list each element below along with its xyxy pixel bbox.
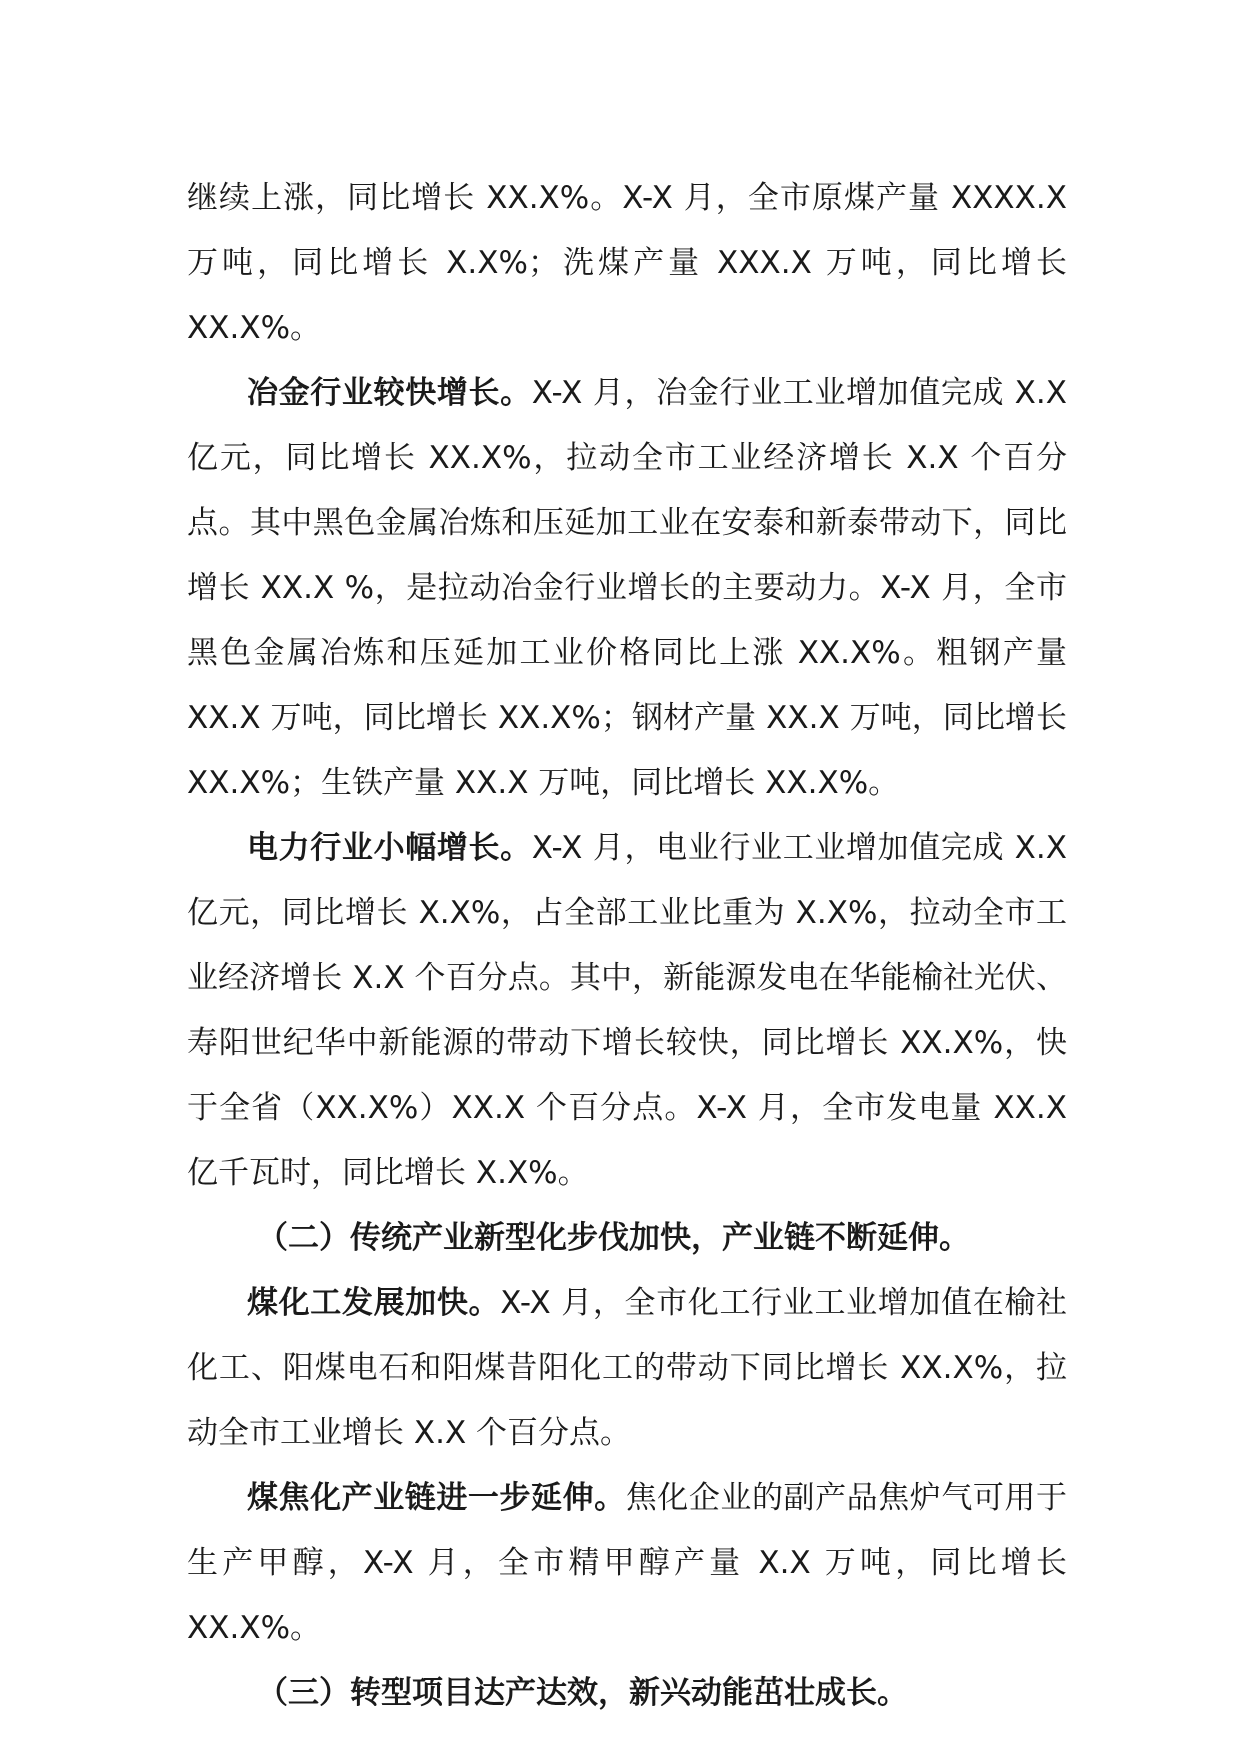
paragraph-lead: 煤化工发展加快。 [247, 1285, 501, 1321]
paragraph-power [187, 816, 1067, 1206]
paragraph-lead: 电力行业小幅增长。 [247, 830, 532, 866]
paragraph-lead: 煤焦化产业链进一步延伸。 [247, 1480, 626, 1516]
paragraph-coking-chain [187, 1466, 1067, 1661]
paragraph-text: 焦化企业的副产品焦炉气可用于生产甲醇，X-X 月，全市精甲醇产量 X.X 万吨，同比增长 XX.X%。 [187, 1480, 1067, 1646]
paragraph-text: X-X 月，全市化工行业工业增加值在榆社化工、阳煤电石和阳煤昔阳化工的带动下同比增长 XX.X%，拉动全市工业增长 X.X 个百分点。 [187, 1285, 1067, 1451]
paragraph-lead: 冶金行业较快增长。 [247, 375, 532, 411]
paragraph-metallurgy [187, 361, 1067, 816]
paragraph-coal-continued [187, 166, 1067, 361]
paragraph-text: X-X 月，电业行业工业增加值完成 X.X 亿元，同比增长 X.X%，占全部工业比重为 X.X%，拉动全市工业经济增长 X.X 个百分点。其中，新能源发电在华能榆社光伏、寿阳世纪华中新能源的带动下增长较快，同比增长 XX.X%，快于全省（XX.X%）XX.X 个百分点。X-X 月，全市发电量 XX.X 亿千瓦时，同比增长 X.X%。 [187, 830, 1068, 1191]
document-page [187, 166, 1067, 1726]
paragraph-text: 继续上涨，同比增长 XX.X%。X-X 月，全市原煤产量 XXXX.X 万吨，同比增长 X.X%；洗煤产量 XXX.X 万吨，同比增长 XX.X%。 [187, 180, 1067, 346]
section-heading-3: （三）转型项目达产达效，新兴动能茁壮成长。 [257, 1675, 908, 1711]
paragraph-text: X-X 月，冶金行业工业增加值完成 X.X 亿元，同比增长 XX.X%，拉动全市工业经济增长 X.X 个百分点。其中黑色金属冶炼和压延加工业在安泰和新泰带动下，同比增长 XX.X %，是拉动冶金行业增长的主要动力。X-X 月，全市黑色金属冶炼和压延加工业价格同比上涨 XX.X%。粗钢产量 XX.X 万吨，同比增长 XX.X%；钢材产量 XX.X 万吨，同比增长 XX.X%；生铁产量 XX.X 万吨，同比增长 XX.X%。 [187, 375, 1068, 801]
paragraph-coal-chemical [187, 1271, 1067, 1466]
section-heading-2: （二）传统产业新型化步伐加快，产业链不断延伸。 [257, 1220, 970, 1256]
